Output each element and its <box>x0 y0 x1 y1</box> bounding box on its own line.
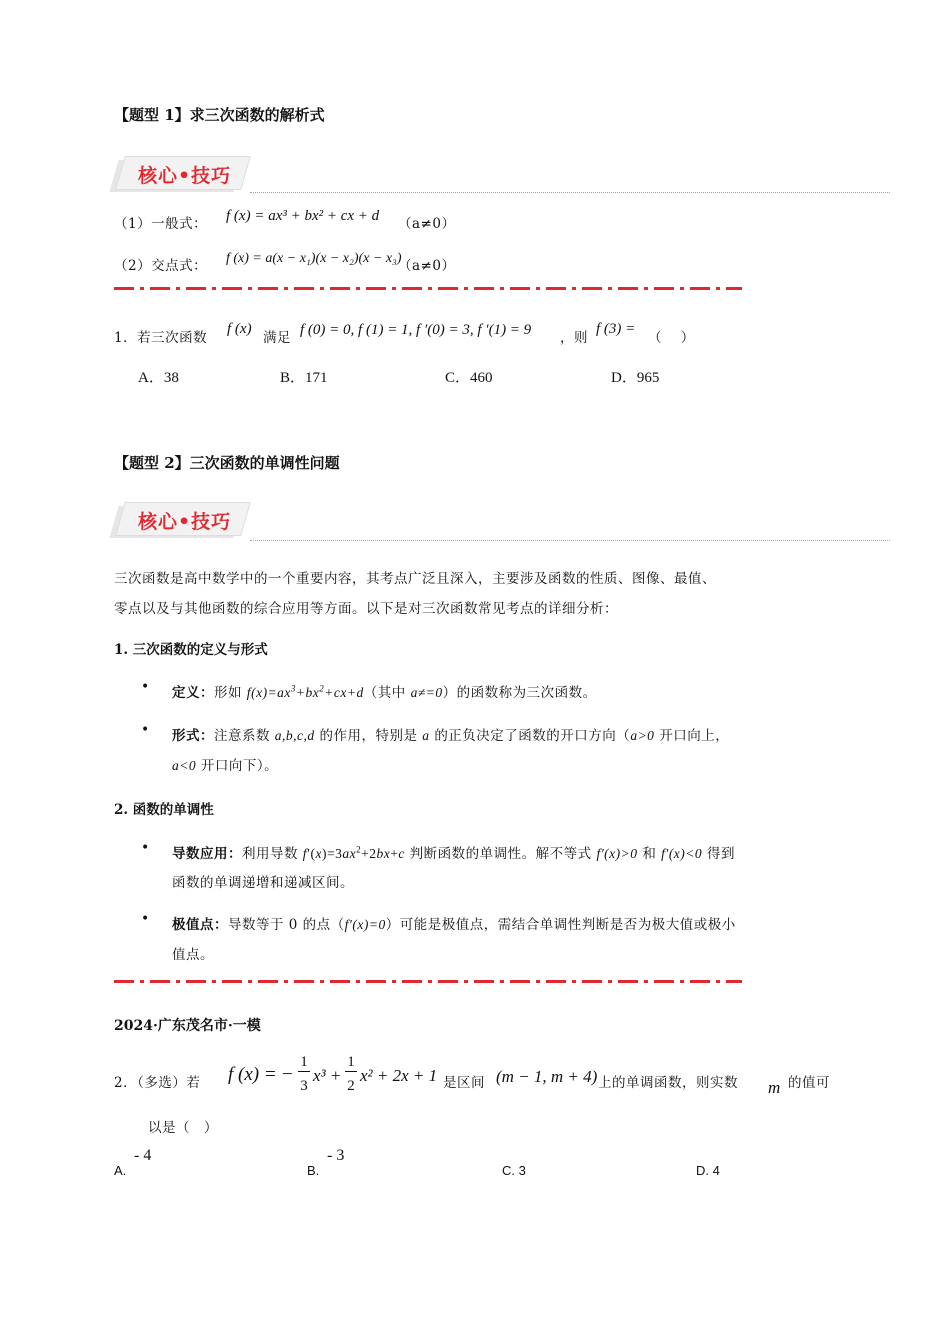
q1-ask: f (3) = <box>596 321 636 337</box>
bullet-dot: • <box>141 679 150 695</box>
q2-frac2-den: 2 <box>347 1078 355 1094</box>
q1-fx: f (x) <box>227 321 252 337</box>
red-dash-separator <box>114 287 742 290</box>
ext-text-a: 导数等于 0 的点（ <box>228 917 345 933</box>
q2-choice-b-label[interactable]: B. <box>307 1163 320 1178</box>
q1-prefix: 1．若三次函数 <box>114 330 208 346</box>
q2-choice-d[interactable]: D. 4 <box>696 1163 720 1178</box>
section2-title: 【题型 2】三次函数的单调性问题 <box>114 454 340 472</box>
q1-choice-d[interactable]: D．965 <box>611 370 660 386</box>
q1-choice-a[interactable]: A．38 <box>138 370 179 386</box>
section-divider-2 <box>250 540 890 541</box>
bullet-dot: • <box>141 840 150 856</box>
form-text-b: 的作用，特别是 <box>319 728 418 744</box>
deriv-and: 和 <box>642 846 657 862</box>
bullet-dot: • <box>141 722 150 738</box>
q2-interval-text: 是区间 <box>443 1075 485 1091</box>
question-source: 2024·广东茂名市·一模 <box>114 1018 261 1034</box>
deriv-lt: f′(x)<0 <box>661 846 703 861</box>
q1-choice-b[interactable]: B．171 <box>280 370 328 386</box>
form-neg: a<0 <box>172 758 197 773</box>
q2-end: 的值可 <box>788 1075 830 1091</box>
form-text-a: 注意系数 <box>214 728 270 744</box>
q1-then: ，则 <box>560 330 588 346</box>
intro-line-2: 零点以及与其他函数的综合应用等方面。以下是对三次函数常见考点的详细分析： <box>114 601 618 617</box>
deriv-gt: f′(x)>0 <box>596 846 638 861</box>
deriv-text-c: 得到 <box>706 846 735 862</box>
ext-text-b: ）可能是极值点，需结合单调性判断是否为极大值或极小 <box>385 917 736 933</box>
subsection-1-title: 1. 三次函数的定义与形式 <box>114 642 268 658</box>
q2-var-m: m <box>768 1078 781 1097</box>
form-text-e: 开口向下）。 <box>200 758 279 774</box>
form-line <box>172 724 729 744</box>
q2-term2: x² + 2x + 1 <box>360 1066 438 1085</box>
deriv-text-b: 判断函数的单调性。解不等式 <box>409 846 592 862</box>
general-condition: （a≠0） <box>398 216 456 232</box>
derivative-line-2: 函数的单调递增和递减区间。 <box>172 875 354 891</box>
intersect-form-label: （2）交点式： <box>114 258 208 274</box>
intro-line-1: 三次函数是高中数学中的一个重要内容，其考点广泛且深入，主要涉及函数的性质、图像、最值、 <box>114 571 716 587</box>
def-cond: a≠=0 <box>410 685 443 700</box>
derivative-line <box>172 842 735 862</box>
q1-choice-c[interactable]: C．460 <box>445 370 493 386</box>
q2-frac2-num: 1 <box>345 1054 357 1072</box>
core-skill-badge-2 <box>114 500 254 538</box>
section-divider <box>250 192 890 193</box>
subsection-2-title: 2. 函数的单调性 <box>114 802 214 818</box>
core-skill-badge <box>114 154 254 192</box>
q1-paren: （ ） <box>648 330 695 346</box>
red-dash-separator-2 <box>114 980 742 983</box>
q2-frac1-den: 3 <box>300 1078 308 1094</box>
bullet-dot: • <box>141 911 150 927</box>
form-a: a <box>422 728 430 743</box>
q2-after: 上的单调函数，则实数 <box>598 1075 738 1091</box>
form-line-2 <box>172 754 278 774</box>
section1-title: 【题型 1】求三次函数的解析式 <box>114 106 325 124</box>
q2-fx: f (x) = <box>228 1064 277 1085</box>
general-form-label: （1）一般式： <box>114 216 208 232</box>
form-text-c: 的正负决定了函数的开口方向（ <box>434 728 631 744</box>
q2-choice-b-value[interactable]: - 3 <box>327 1147 345 1164</box>
intersect-formula: f (x) = a(x − x₁)(x − x₂)(x − x₃) <box>226 251 402 266</box>
def-text-b: （其中 <box>363 685 406 701</box>
deriv-text-a: 利用导数 <box>242 846 298 862</box>
q2-choice-c[interactable]: C. 3 <box>502 1163 526 1178</box>
definition-label: 定义： <box>172 685 214 701</box>
intersect-condition: （a≠0） <box>398 258 456 274</box>
extreme-label: 极值点： <box>172 917 228 933</box>
q2-frac1-num: 1 <box>298 1054 310 1072</box>
q2-choice-a-label[interactable]: A. <box>114 1163 127 1178</box>
def-formula: $f(x)=ax^3+bx^2+cx+d$ <box>246 683 364 700</box>
q2-prefix: 2．（多选）若 <box>114 1075 201 1091</box>
form-label: 形式： <box>172 728 214 744</box>
q2-line2: 以是（ ） <box>148 1120 218 1136</box>
extreme-line-2: 值点。 <box>172 947 214 963</box>
general-formula: f (x) = ax³ + bx² + cx + d <box>226 208 380 224</box>
def-text-a: 形如 <box>214 685 242 701</box>
badge-label-2: 核心•技巧 <box>138 511 232 533</box>
definition-line <box>172 681 597 701</box>
q2-neg: − <box>282 1064 293 1085</box>
form-vars: a,b,c,d <box>274 728 315 743</box>
ext-formula: f′(x)=0 <box>344 917 386 932</box>
extreme-line <box>172 913 736 933</box>
def-text-c: ）的函数称为三次函数。 <box>442 685 597 701</box>
form-text-d: 开口向上， <box>659 728 730 744</box>
q2-term1: x³ + <box>313 1066 342 1085</box>
deriv-formula: $f'(x)=3ax^2+2bx+c$ <box>302 844 405 861</box>
badge-label: 核心•技巧 <box>138 165 232 187</box>
q1-conditions: f (0) = 0, f (1) = 1, f ′(0) = 3, f ′(1) = 9 <box>300 322 532 338</box>
form-pos: a>0 <box>630 728 655 743</box>
q1-mid: 满足 <box>263 330 291 346</box>
q2-interval: (m − 1, m + 4) <box>496 1067 598 1086</box>
derivative-label: 导数应用： <box>172 846 242 862</box>
q2-choice-a-value[interactable]: - 4 <box>134 1147 152 1164</box>
